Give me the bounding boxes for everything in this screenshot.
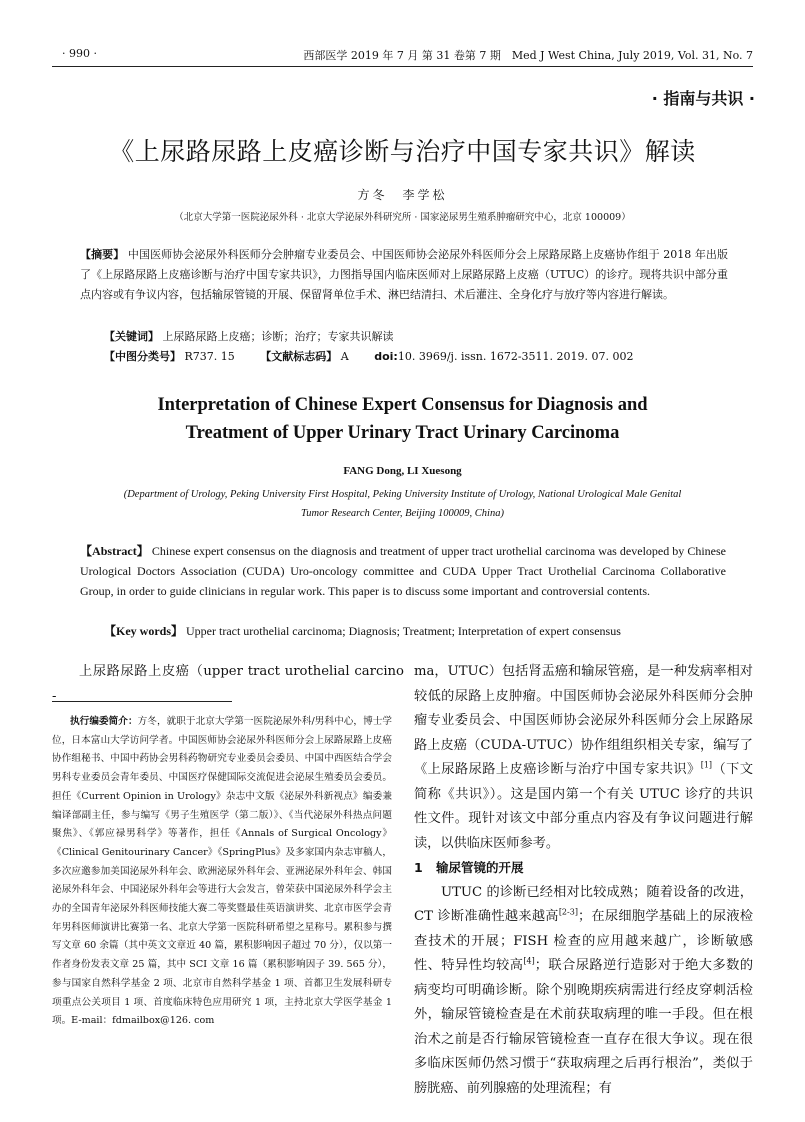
body-intro-start: 上尿路尿路上皮癌（upper tract urothelial carcino - [52,664,404,704]
authors-english: FANG Dong, LI Xuesong [343,465,462,477]
intro-paragraph: ma，UTUC）包括肾盂癌和输尿管癌，是一种发病率相对较低的尿路上皮肿瘤。中国医师协会泌尿外科医师分会肿瘤专业委员会、中国医师协会泌尿外科医师分会上尿路尿路上皮癌（CUDA-UTUC）协作组组织相关专家，编写了《上尿路尿路上皮癌诊断与治疗中国专家共识》[1]（下文简称《共识》）。这是国内第一个有关 UTUC 诊疗的共识性文件。现针对该文中部分重点内容及有争议问题进行解读，以供临床医师参考。 [414,664,754,851]
keywords-en-text: Upper tract urothelial carcinoma; Diagnosis; Treatment; Interpretation of expert consensus [186,624,621,638]
clc-value: R737. 15 [184,350,235,363]
footnote-text: 方冬，就职于北京大学第一医院泌尿外科/男科中心，博士学位，日本富山大学访问学者。中国医师协会泌尿外科医师分会上尿路尿路上皮癌协作组秘书、中国中药协会男科药物研究专业委员会委员、中国中西医结合学会男科专业委员会青年委员、中国医疗保健国际交流促进会泌尿生殖委员会委员。担任《Current Opinion in Urology》杂志中文版《泌尿外科新视点》编委兼编译部副主任，参与编写《男子生殖医学（第二版）》、《当代泌尿外科热点问题聚焦》、《郭应禄男科学》等著作，担任《Annals of Surgical Oncology》《Clinical Genitourinary Cancer》《SpringPlus》及多家国内杂志审稿人，多次应邀参加美国泌尿外科年会、欧洲泌尿外科年会、亚洲泌尿外科年会、韩国泌尿外科年会、中国泌尿外科年会等进行大会发言，曾荣获中国泌尿外科学会主办的全国青年泌尿外科医师技能大赛二等奖暨最佳英语演讲奖、北京市医学会青年男科医师演讲比赛第一名、北京大学第一医院科研希望之星称号。累积参与撰写文章 60 余篇（其中英文文章近 40 篇，累积影响因子超过 70 分），仅以第一作者身份发表文章 25 篇，其中 SCI 文章 16 篇（累积影响因子 39. 565 分），参与国家自然科学基金 2 项、北京市自然科学基金 1 项、首都卫生发展科研专项重点公关项目 1 项、首度临床特色应用研究 1 项，主持北京大学医学基金 1 项。E-mail：fdmailbox@126. com [52,716,393,1027]
footnote-divider [52,701,232,702]
doi-value: 10. 3969/j. issn. 1672-3511. 2019. 07. 002 [397,350,634,363]
keywords-chinese [104,328,394,344]
section-1-heading [414,856,753,881]
authors-chinese: 方冬 李学松 [357,188,448,202]
journal-header: 西部医学 2019 年 7 月 第 31 卷第 7 期 Med J West China, July 2019, Vol. 31, No. 7 [303,49,753,62]
page-number: · 990 · [62,47,97,60]
doc-code-value: A [340,350,349,363]
keywords-cn-text: 上尿路尿路上皮癌；诊断；治疗；专家共识解读 [162,330,394,343]
title-chinese: 《上尿路尿路上皮癌诊断与治疗中国专家共识》解读 [109,137,696,166]
abstract-en-label: 【Abstract】 [80,544,149,558]
title-en-line2: Treatment of Upper Urinary Tract Urinary Carcinoma [185,423,620,443]
section-1-paragraph: UTUC 的诊断已经相对比较成熟；随着设备的改进，CT 诊断准确性越来越高[2-3]；在尿细胞学基础上的尿液检查技术的开展；FISH 检查的应用越来越广，诊断敏感性、特异性均较高[4]；联合尿路逆行造影对于绝大多数的病变均可明确诊断。除个别晚期疾病需进行经皮穿刺活检外，输尿管镜检查是在术前获取病理的唯一手段。但在根治术之前是否行输尿管镜检查一直存在很大争议。现在很多临床医师仍然习惯于“获取病理之后再行根治”，类似于膀胱癌、前列腺癌的处理流程；有 [414,884,754,1096]
citation-ref-2[interactable]: [2-3] [558,907,578,917]
abstract-english [80,541,726,601]
abstract-cn-label: 【摘要】 [80,248,125,261]
affiliation-english: (Department of Urology, Peking University First Hospital, Peking University Institute of Urology, National Urological Male Genital Tumor Research Center, Beijing 100009, China) [123,489,682,519]
classification-line [104,348,634,364]
clc-label: 【中图分类号】 [104,350,181,363]
citation-ref-1[interactable]: [1] [700,760,713,770]
section-1-title: 输尿管镜的开展 [436,860,524,875]
doi-label: doi: [374,350,398,363]
abstract-cn-text: 中国医师协会泌尿外科医师分会肿瘤专业委员会、中国医师协会泌尿外科医师分会上尿路尿路上皮癌协作组于 2018 年出版了《上尿路尿路上皮癌诊断与治疗中国专家共识》，力图指导国内临床医师对上尿路尿路上皮癌（UTUC）的诊疗。现将共识中部分重点内容或有争议内容，包括输尿管镜的开展、保留肾单位手术、淋巴结清扫、术后灌注、全身化疗与放疗等内容进行解读。 [80,248,729,301]
abstract-en-text: Chinese expert consensus on the diagnosis and treatment of upper tract urothelial carcinoma was developed by Chinese Urological Doctors Association (CUDA) Uro-oncology committee and CUDA Upper Tract Urothelial Carcinoma Collaborative Group, in order to guide clinicians in regular work. This paper is to discuss some important and controversial contents. [80,544,727,598]
doc-code-label: 【文献标志码】 [260,350,338,363]
citation-ref-3[interactable]: [4] [523,956,535,966]
keywords-cn-label: 【关键词】 [104,330,159,343]
title-english [0,391,805,447]
keywords-en-label: 【Key words】 [104,624,183,638]
section-1-number: 1 [414,860,423,875]
section-tag: · 指南与共识 · [651,89,755,108]
header-divider [52,66,753,67]
keywords-english [104,622,621,639]
affiliation-chinese: （北京大学第一医院泌尿外科 · 北京大学泌尿外科研究所 · 国家泌尿男生殖系肿瘤研究中心，北京 100009） [174,212,631,223]
body-right-column [414,660,753,1101]
abstract-chinese [80,245,728,305]
footnote-label: 执行编委简介： [70,716,138,727]
editor-footnote [52,713,392,1031]
title-en-line1: Interpretation of Chinese Expert Consensus for Diagnosis and [157,395,648,415]
